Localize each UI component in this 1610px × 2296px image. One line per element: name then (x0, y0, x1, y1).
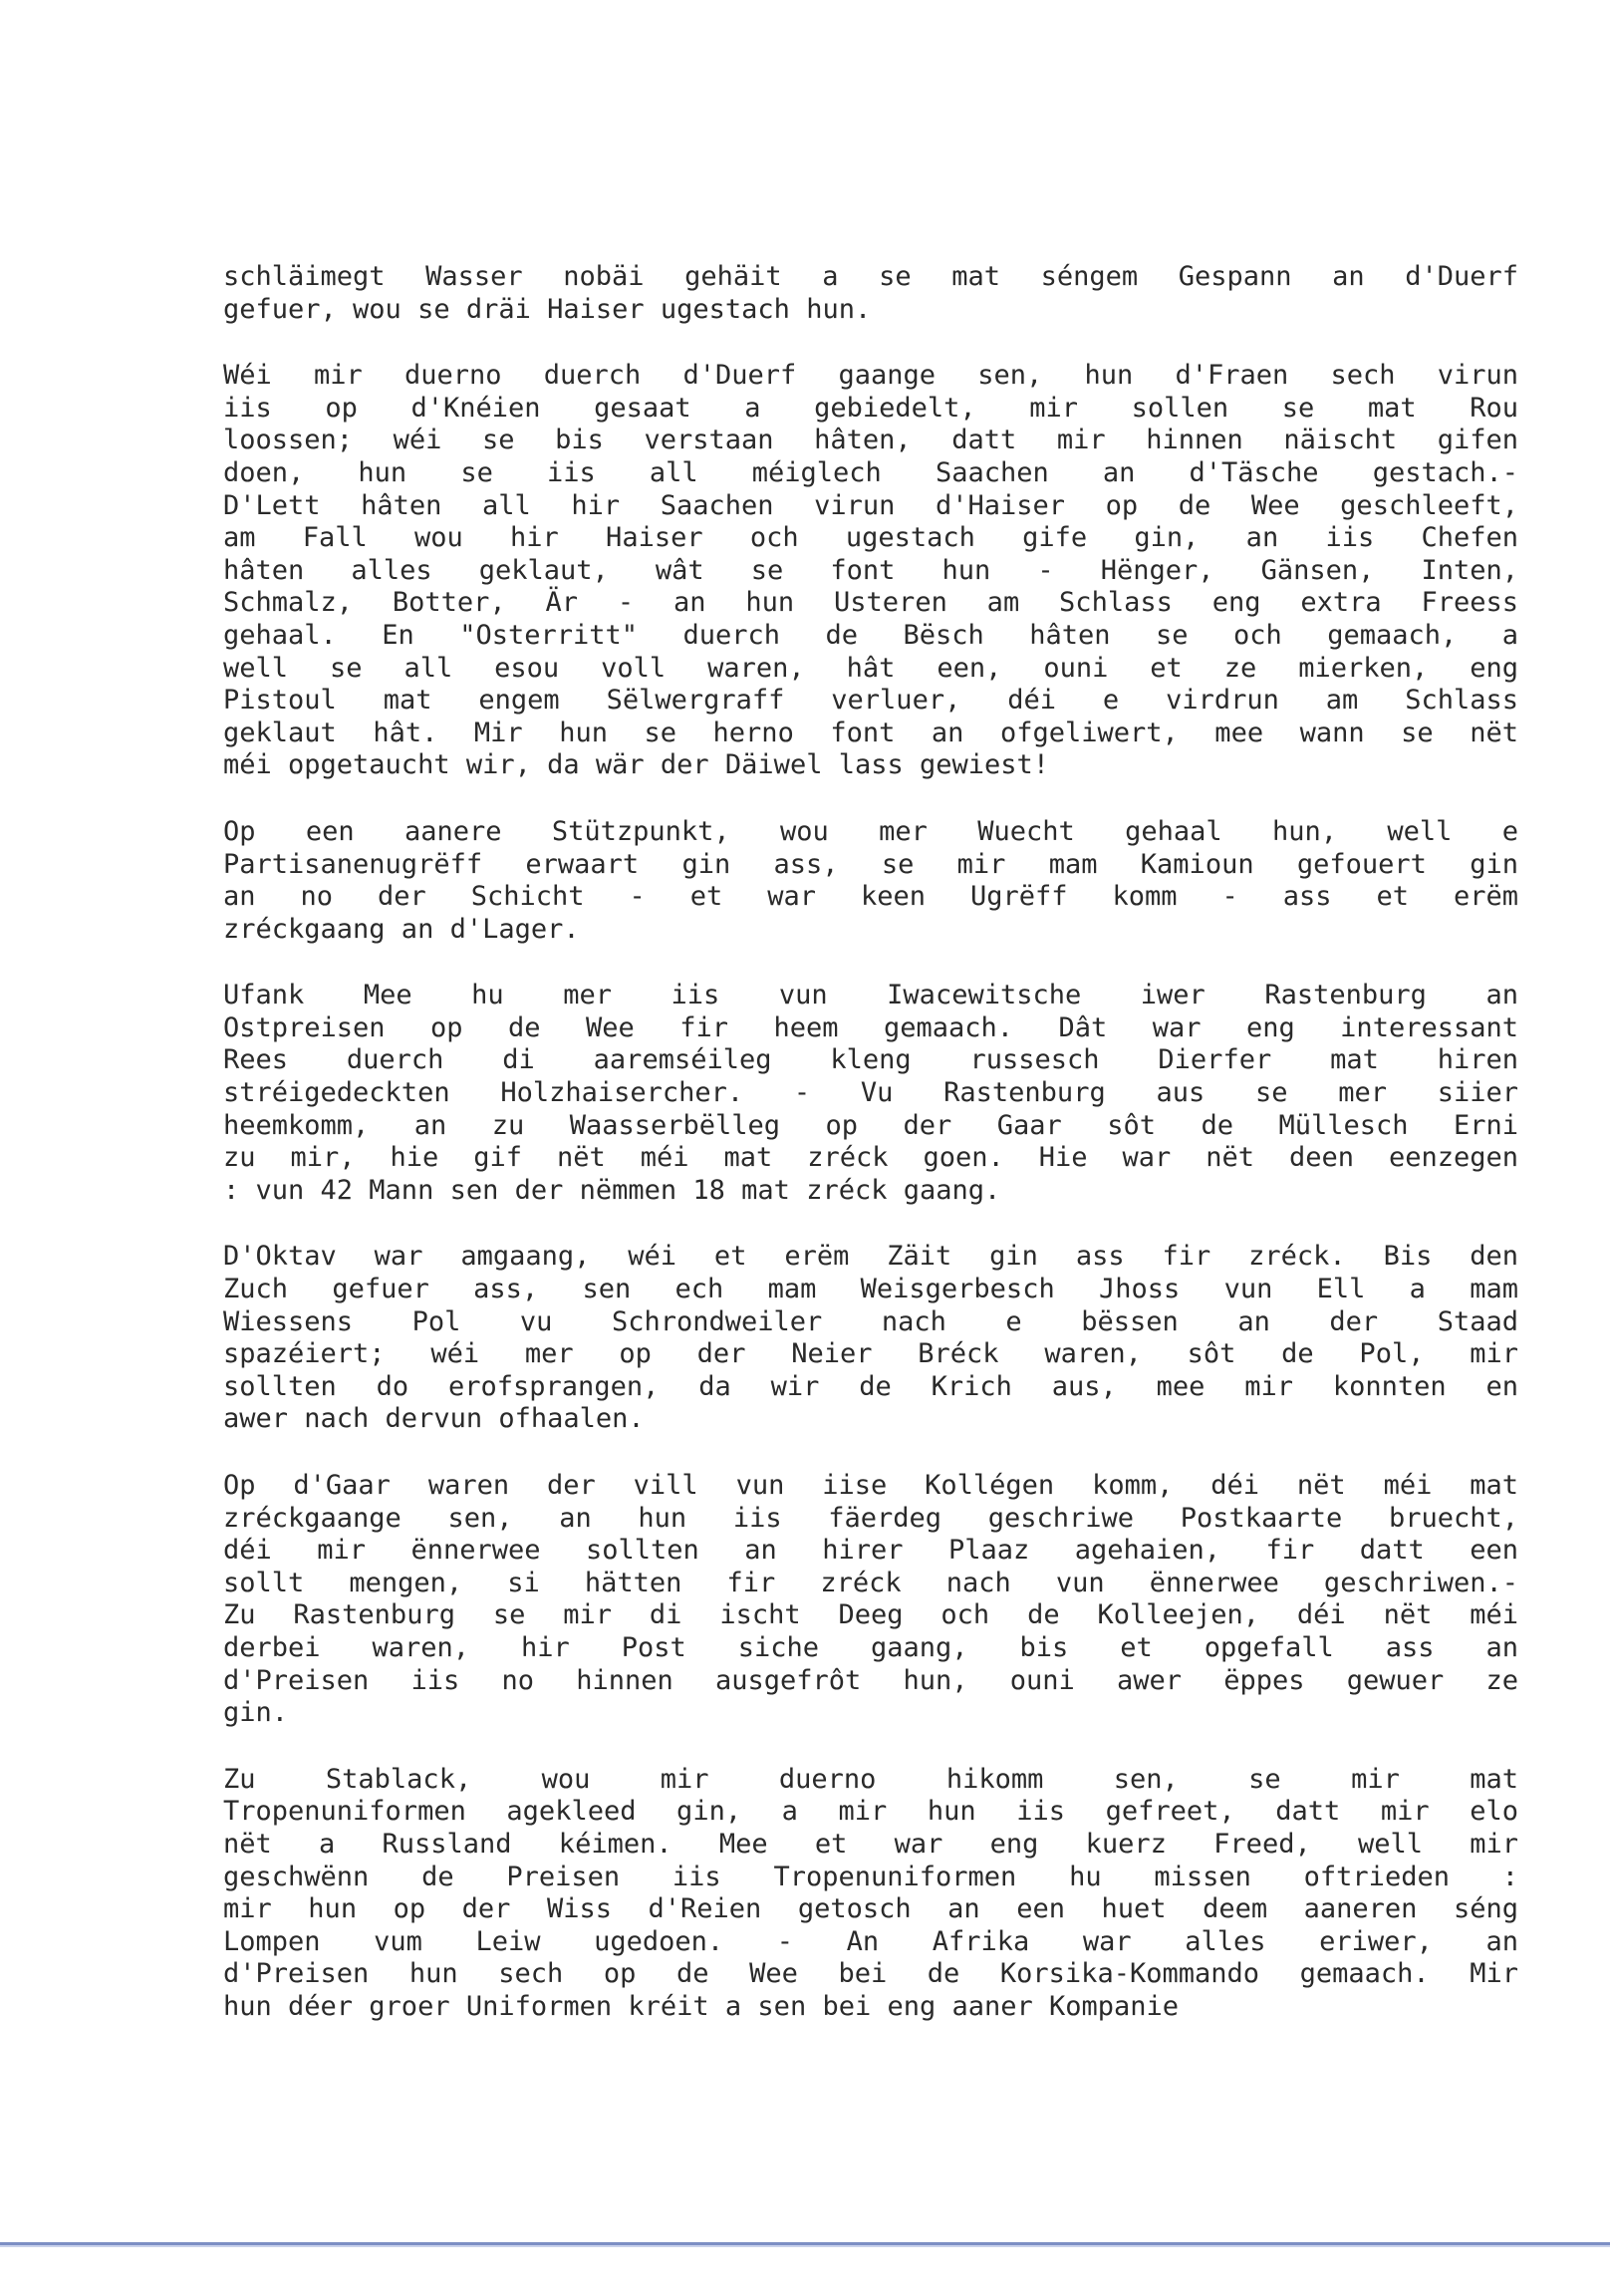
paragraph (223, 816, 1518, 946)
text-line: geschwënn de Preisen iis Tropenuniformen hu missen oftrieden : (223, 1861, 1518, 1892)
text-line: doen, hun se iis all méiglech Saachen an d'Täsche gestach.- (223, 456, 1518, 488)
text-line: Zuch gefuer ass, sen ech mam Weisgerbesch Jhoss vun Ell a mam (223, 1274, 1518, 1305)
paragraph (223, 1241, 1518, 1436)
text-line: sollt mengen, si hätten fir zréck nach vun ënnerwee geschriwen.- (223, 1567, 1518, 1598)
text-line: Zu Stablack, wou mir duerno hikomm sen, se mir mat (223, 1763, 1518, 1795)
text-line: gehaal. En "Osterritt" duerch de Bësch hâten se och gemaach, a (223, 619, 1518, 651)
text-line: d'Preisen hun sech op de Wee bei de Korsika-Kommando gemaach. Mir (223, 1958, 1518, 1990)
text-line: heemkomm, an zu Waasserbëlleg op der Gaar sôt de Müllesch Erni (223, 1109, 1518, 1141)
text-line: Ostpreisen op de Wee fir heem gemaach. Dât war eng interessant (223, 1011, 1518, 1043)
text-line: sollten do erofsprangen, da wir de Krich aus, mee mir konnten en (223, 1370, 1518, 1402)
text-line: d'Preisen iis no hinnen ausgefrôt hun, ouni awer ëppes gewuer ze (223, 1664, 1518, 1696)
text-line: Partisanenugrëff erwaart gin ass, se mir mam Kamioun gefouert gin (223, 848, 1518, 880)
text-line: hun déer groer Uniformen kréit a sen bei eng aaner Kompanie (223, 1990, 1180, 2022)
text-line: schläimegt Wasser nobäi gehäit a se mat séngem Gespann an d'Duerf (223, 261, 1518, 292)
text-line: méi opgetaucht wir, da wär der Däiwel lass gewiest! (223, 749, 1050, 781)
text-line: Pistoul mat engem Sëlwergraff verluer, déi e virdrun am Schlass (223, 685, 1518, 717)
text-line: spazéiert; wéi mer op der Neier Bréck waren, sôt de Pol, mir (223, 1338, 1518, 1370)
paragraph (223, 1470, 1518, 1730)
text-line: stréigedeckten Holzhaisercher. - Vu Rastenburg aus se mer siier (223, 1077, 1518, 1109)
text-line: iis op d'Knéien gesaat a gebiedelt, mir sollen se mat Rou (223, 392, 1518, 424)
paragraph (223, 261, 1518, 326)
text-line: loossen; wéi se bis verstaan hâten, datt mir hinnen näischt gifen (223, 425, 1518, 456)
text-line: zréckgaang an d'Lager. (223, 913, 580, 945)
text-line: zu mir, hie gif nët méi mat zréck goen. Hie war nët deen eenzegen (223, 1142, 1518, 1174)
text-line: gefuer, wou se dräi Haiser ugestach hun. (223, 293, 872, 325)
text-line: awer nach dervun ofhaalen. (223, 1403, 645, 1435)
paragraph (223, 980, 1518, 1207)
text-line: nët a Russland kéimen. Mee et war eng kuerz Freed, well mir (223, 1828, 1518, 1860)
paragraph (223, 360, 1518, 782)
text-line: mir hun op der Wiss d'Reien getosch an een huet deem aaneren séng (223, 1893, 1518, 1925)
text-line: Op een aanere Stützpunkt, wou mer Wuecht gehaal hun, well e (223, 815, 1518, 847)
text-line: Lompen vum Leiw ugedoen. - An Afrika war alles eriwer, an (223, 1925, 1518, 1957)
paragraph (223, 1764, 1518, 2024)
text-line: well se all esou voll waren, hât een, ouni et ze mierken, eng (223, 652, 1518, 684)
text-line: gin. (223, 1697, 289, 1729)
footer-rule-shadow (0, 2245, 1610, 2247)
text-line: Schmalz, Botter, Är - an hun Usteren am Schlass eng extra Freess (223, 587, 1518, 619)
text-line: derbei waren, hir Post siche gaang, bis et opgefall ass an (223, 1631, 1518, 1663)
text-line: Wéi mir duerno duerch d'Duerf gaange sen, hun d'Fraen sech virun (223, 360, 1518, 392)
text-line: Ufank Mee hu mer iis vun Iwacewitsche iwer Rastenburg an (223, 980, 1518, 1011)
text-line: : vun 42 Mann sen der nëmmen 18 mat zréck gaang. (223, 1174, 1001, 1206)
text-line: hâten alles geklaut, wât se font hun - Hënger, Gänsen, Inten, (223, 554, 1518, 586)
text-line: Tropenuniformen agekleed gin, a mir hun iis gefreet, datt mir elo (223, 1796, 1518, 1828)
text-line: Op d'Gaar waren der vill vun iise Kollégen komm, déi nët méi mat (223, 1470, 1518, 1501)
text-line: Zu Rastenburg se mir di ischt Deeg och de Kolleejen, déi nët méi (223, 1599, 1518, 1631)
text-line: D'Lett hâten all hir Saachen virun d'Haiser op de Wee geschleeft, (223, 489, 1518, 521)
text-line: Rees duerch di aaremséileg kleng russesch Dierfer mat hiren (223, 1044, 1518, 1076)
text-line: Wiessens Pol vu Schrondweiler nach e bëssen an der Staad (223, 1305, 1518, 1337)
text-line: geklaut hât. Mir hun se herno font an ofgeliwert, mee wann se nët (223, 717, 1518, 748)
text-line: am Fall wou hir Haiser och ugestach gife gin, an iis Chefen (223, 522, 1518, 554)
text-line: zréckgaange sen, an hun iis fäerdeg geschriwe Postkaarte bruecht, (223, 1502, 1518, 1534)
text-line: déi mir ënnerwee sollten an hirer Plaaz agehaien, fir datt een (223, 1535, 1518, 1567)
text-line: D'Oktav war amgaang, wéi et erëm Zäit gin ass fir zréck. Bis den (223, 1241, 1518, 1273)
typewritten-text (223, 261, 1518, 2058)
text-line: an no der Schicht - et war keen Ugrëff komm - ass et erëm (223, 881, 1518, 913)
